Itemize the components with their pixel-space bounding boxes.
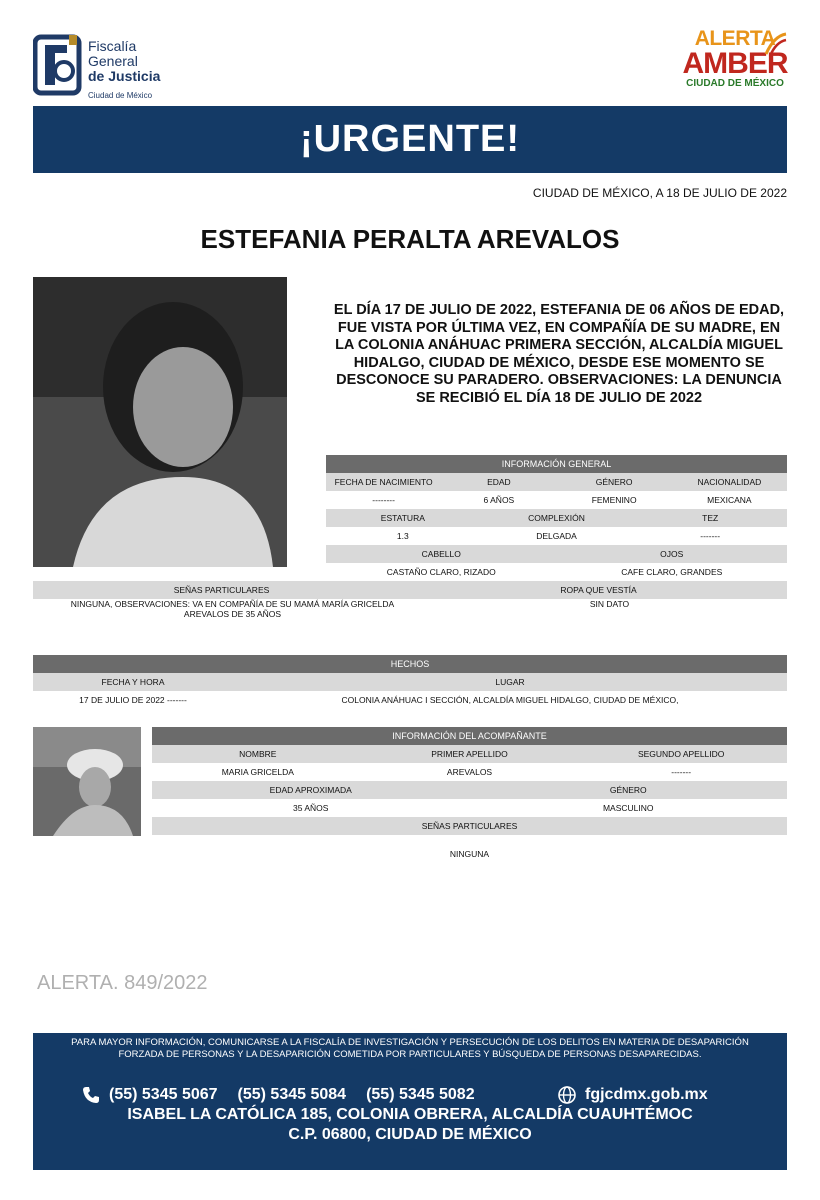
companion-info-header: INFORMACIÓN DEL ACOMPAÑANTE [152,727,787,745]
label-gender: GÉNERO [557,473,672,491]
narrative-text: EL DÍA 17 DE JULIO DE 2022, ESTEFANIA DE 06 AÑOS DE EDAD, FUE VISTA POR ÚLTIMA VEZ, EN COMPAÑÍA DE SU MADRE, EN LA COLONIA ANÁHUAC PRIMERA SECCIÓN, ALCALDÍA MIGUEL HIDALGO, CIUDAD DE MÉXICO, DESDE ESE MOMENTO SE DESCONOCE SU PARADERO. OBSERVACIONES: LA DENUNCIA SE RECIBIÓ EL DÍA 18 DE JULIO DE 2022 [333,302,785,406]
label-nationality: NACIONALIDAD [672,473,787,491]
value-nationality: MEXICANA [707,495,752,505]
value-companion-gender: MASCULINO [602,803,654,813]
label-place: LUGAR [233,673,787,691]
value-date-time: 17 DE JULIO DE 2022 ------- [79,695,187,705]
companion-photo [33,727,141,836]
value-height: 1.3 [396,531,409,541]
value-place: COLONIA ANÁHUAC I SECCIÓN, ALCALDÍA MIGUEL HIDALGO, CIUDAD DE MÉXICO, [341,695,679,705]
missing-person-name: ESTEFANIA PERALTA AREVALOS [200,224,620,254]
label-date-time: FECHA Y HORA [33,673,233,691]
urgent-banner: ¡URGENTE! [33,106,787,173]
fgj-logo-line4: Ciudad de México [88,91,153,100]
footer-phones [81,1085,495,1105]
label-clothing: ROPA QUE VESTÍA [410,581,787,599]
fgj-logo-line1: Fiscalía [88,38,137,54]
hechos-header: HECHOS [33,655,787,673]
fgj-logo-line3: de Justicia [88,68,161,84]
general-info-row4-labels [33,581,787,599]
missing-person-photo [33,277,287,567]
fgj-logo-line2: General [88,53,138,69]
website-link[interactable]: fgjcdmx.gob.mx [585,1086,708,1103]
fgj-logo [33,33,173,103]
issue-date: CIUDAD DE MÉXICO, A 18 DE JULIO DE 2022 [532,186,787,200]
alert-number: ALERTA. 849/2022 [37,972,208,994]
label-age: EDAD [441,473,556,491]
general-info-row2-labels [326,509,787,527]
phone-icon [81,1085,101,1105]
label-companion-name: NOMBRE [152,745,364,763]
value-complexion: ------- [700,531,721,541]
companion-row2-labels [152,781,787,799]
general-info-row3-values [326,563,787,581]
label-distinguishing-marks: SEÑAS PARTICULARES [33,581,410,599]
general-info-row1-labels [326,473,787,491]
companion-row1-values [152,763,787,781]
label-companion-second-surname: SEGUNDO APELLIDO [575,745,787,763]
value-companion-first-surname: AREVALOS [446,767,493,777]
hechos-labels [33,673,787,691]
label-hair: CABELLO [326,545,557,563]
label-height: ESTATURA [326,509,480,527]
general-info-row3-labels [326,545,787,563]
value-eyes: CAFE CLARO, GRANDES [621,567,723,577]
amber-swoosh-icon [762,32,788,58]
phone-number-3[interactable]: (55) 5345 5082 [366,1086,475,1103]
label-complexion: TEZ [633,509,787,527]
general-info-row2-values [326,527,787,545]
amber-logo-line1: ALERTA [694,27,776,50]
value-companion-name: MARIA GRICELDA [221,767,294,777]
label-birthdate: FECHA DE NACIMIENTO [326,473,441,491]
contact-footer [33,1033,787,1170]
companion-row1-labels [152,745,787,763]
general-info-row4-values [33,599,787,625]
value-hair: CASTAÑO CLARO, RIZADO [386,567,496,577]
value-gender: FEMENINO [591,495,637,505]
amber-logo-line2: AMBER [682,47,788,80]
fgj-emblem-icon [33,33,83,99]
value-companion-age: 35 AÑOS [293,803,329,813]
general-info-row1-values [326,491,787,509]
value-clothing: SIN DATO [589,599,630,609]
label-companion-gender: GÉNERO [470,781,788,799]
companion-row2-values [152,799,787,817]
hechos-values [33,691,787,709]
value-companion-second-surname: ------- [671,767,692,777]
label-eyes: OJOS [557,545,788,563]
label-build: COMPLEXIÓN [480,509,634,527]
general-info-header: INFORMACIÓN GENERAL [326,455,787,473]
footer-address-line1: ISABEL LA CATÓLICA 185, COLONIA OBRERA, ALCALDÍA CUAUHTÉMOC [127,1106,693,1123]
label-companion-age: EDAD APROXIMADA [152,781,470,799]
label-companion-marks: SEÑAS PARTICULARES [152,817,787,835]
amber-logo-line3: CIUDAD DE MÉXICO [686,78,784,89]
value-build: DELGADA [536,531,577,541]
value-companion-marks: NINGUNA [449,849,490,859]
value-age: 6 AÑOS [483,495,515,505]
footer-address-line2: C.P. 06800, CIUDAD DE MÉXICO [288,1126,532,1143]
phone-number-2[interactable]: (55) 5345 5084 [237,1086,347,1103]
value-distinguishing-marks: NINGUNA, OBSERVACIONES: VA EN COMPAÑÍA DE SU MAMÁ MARÍA GRICELDA AREVALOS DE 35 AÑOS [70,599,395,619]
footer-info-text: PARA MAYOR INFORMACIÓN, COMUNICARSE A LA FISCALÍA DE INVESTIGACIÓN Y PERSECUCIÓN DE LOS DELITOS EN MATERIA DE DESAPARICIÓN FORZADA DE PERSONAS Y LA DESAPARICIÓN COMETIDA POR PARTICULARES Y BÚSQUEDA DE PERSONAS DESAPARECIDAS. [71,1037,749,1060]
phone-number-1[interactable]: (55) 5345 5067 [109,1086,218,1103]
value-birthdate: -------- [372,495,395,505]
footer-website [557,1085,708,1105]
globe-icon [557,1085,577,1105]
label-companion-first-surname: PRIMER APELLIDO [364,745,576,763]
alerta-amber-logo [680,28,790,104]
